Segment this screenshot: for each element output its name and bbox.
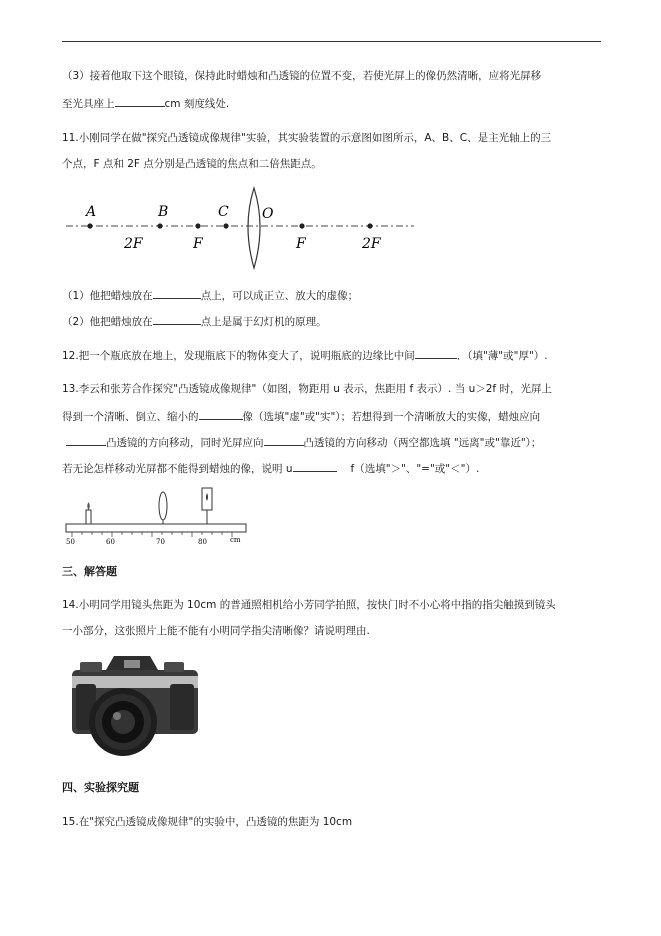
q13-line3 — [62, 434, 541, 450]
q13-line3-text-b: 凸透镜的方向移动（两空都选填 "远离"或"靠近"）； — [303, 437, 542, 449]
q11-sub1-text-a: （1）他把蜡烛放在 — [62, 290, 153, 302]
q11-line2: 个点，F 点和 2F 点分别是凸透镜的焦点和二倍焦距点。 — [62, 158, 322, 170]
candle — [86, 510, 91, 524]
point-b — [157, 223, 162, 228]
optical-bench-figure — [62, 484, 252, 546]
q10-sub3-text-b: cm 刻度线处. — [164, 98, 230, 110]
label-o: O — [262, 206, 274, 222]
q14-line1: 14.小明同学用镜头焦距为 10cm 的普通照相机给小芳同学拍照，按快门时不小心将中指的指尖触摸到镜头 — [62, 599, 556, 611]
point-a — [87, 223, 92, 228]
ruler-bar — [66, 524, 246, 532]
ruler-label-60: 60 — [106, 538, 115, 546]
q13-line1: 13.李云和张芳合作探究"凸透镜成像规律"（如图，物距用 u 表示，焦距用 f 表示）. 当 u＞2f 时，光屏上 — [62, 383, 552, 395]
ruler-label-80: 80 — [198, 538, 207, 546]
answer-blank[interactable] — [66, 434, 106, 446]
candle-flame — [87, 502, 90, 510]
label-f-left: F — [193, 236, 203, 252]
point-f-left — [195, 223, 200, 228]
answer-blank[interactable] — [153, 287, 201, 299]
answer-blank[interactable] — [264, 434, 304, 446]
answer-blank[interactable] — [415, 347, 457, 359]
q10-sub3-text-a: 至光具座上 — [62, 98, 115, 110]
answer-blank[interactable] — [153, 313, 201, 325]
label-f-right: F — [296, 236, 306, 252]
q12-text-b: ．（填"薄"或"厚"）. — [456, 350, 548, 362]
answer-blank[interactable] — [199, 408, 243, 420]
ruler-ticks — [72, 532, 232, 537]
label-a: A — [86, 204, 97, 220]
ruler-label-cm: cm — [230, 536, 241, 544]
point-c — [223, 223, 228, 228]
q13-line2 — [62, 408, 540, 424]
q12-text-a: 12.把一个瓶底放在地上，发现瓶底下的物体变大了，说明瓶底的边缘比中间 — [62, 350, 415, 362]
q13-line2-text-a: 得到一个清晰、倒立、缩小的 — [62, 411, 199, 423]
q11-sub2-text-b: 点上是属于幻灯机的原理。 — [200, 316, 327, 328]
point-2f-right — [367, 223, 372, 228]
lens-axis-figure — [62, 186, 422, 272]
lens — [159, 492, 167, 520]
q15-line1: 15.在"探究凸透镜成像规律"的实验中，凸透镜的焦距为 10cm — [62, 816, 353, 828]
q10-sub3-line1: （3）接着他取下这个眼镜，保持此时蜡烛和凸透镜的位置不变，若使光屏上的像仍然清晰，应将光屏移 — [62, 70, 542, 82]
ruler-label-50: 50 — [66, 538, 75, 546]
answer-blank[interactable] — [115, 95, 165, 107]
label-2f-right: 2F — [362, 236, 381, 252]
q12-line — [62, 347, 548, 363]
q11-sub1 — [62, 287, 358, 303]
q13-line3-text-a: 凸透镜的方向移动，同时光屏应向 — [106, 437, 264, 449]
q14-line2: 一小部分，这张照片上能不能有小明同学指尖清晰像？请说明理由. — [62, 625, 370, 637]
q11-line1: 11.小刚同学在做"探究凸透镜成像规律"实验，其实验装置的示意图如图所示，A、B、C、是主光轴上的三 — [62, 132, 552, 144]
q13-line4 — [62, 460, 479, 476]
convex-lens — [248, 188, 260, 268]
q13-line4-text-b: f（选填"＞"、"="或"＜"）. — [350, 463, 480, 475]
label-2f-left: 2F — [124, 236, 143, 252]
q11-sub2 — [62, 313, 327, 329]
q13-line4-text-a: 若无论怎样移动光屏都不能得到蜡烛的像，说明 u — [62, 463, 293, 475]
q11-sub2-text-a: （2）他把蜡烛放在 — [62, 316, 153, 328]
answer-blank[interactable] — [293, 460, 337, 472]
section-title-experiment: 四、实验探究题 — [62, 781, 139, 794]
label-b: B — [158, 204, 169, 220]
section-title-answer: 三、解答题 — [62, 565, 117, 578]
point-f-right — [299, 223, 304, 228]
ruler-label-70: 70 — [156, 538, 165, 546]
camera-image — [66, 650, 206, 760]
q13-line2-text-b: 像（选填"虚"或"实"）；若想得到一个清晰放大的实像，蜡烛应向 — [242, 411, 541, 423]
q10-sub3-line2 — [62, 95, 229, 111]
q11-sub1-text-b: 点上，可以成正立、放大的虚像； — [200, 290, 359, 302]
label-c: C — [218, 204, 229, 220]
header-rule — [62, 41, 601, 42]
